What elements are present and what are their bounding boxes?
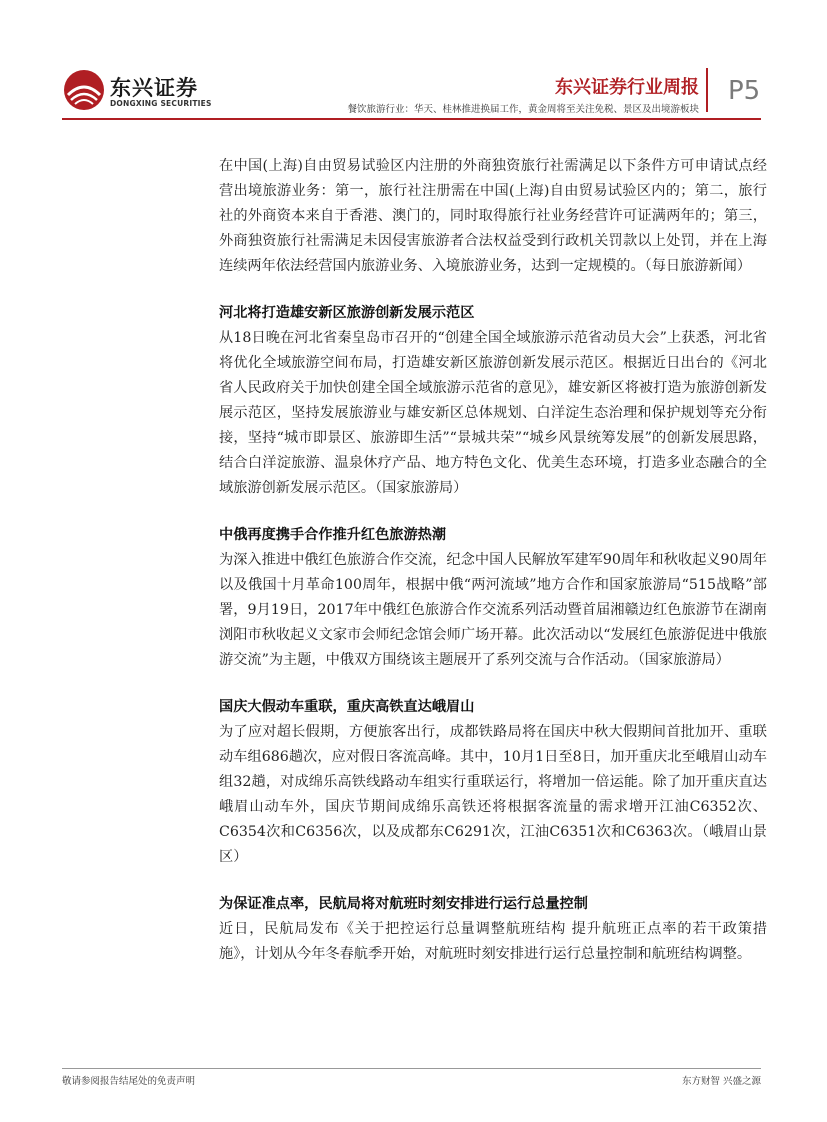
dongxing-logo-icon <box>62 68 106 112</box>
news-section <box>219 892 767 967</box>
section-body: 为了应对超长假期，方便旅客出行，成都铁路局将在国庆中秋大假期间首批加开、重联动车组686趟次，应对假日客流高峰。其中，10月1日至8日，加开重庆北至峨眉山动车组32趟，对成绵乐高铁线路动车组实行重联运行，将增加一倍运能。除了加开重庆直达峨眉山动车外，国庆节期间成绵乐高铁还将根据客流量的需求增开江油C6352次、C6354次和C6356次，以及成都东C6291次，江油C6351次和C6363次。（峨眉山景区） <box>219 724 767 865</box>
section-heading: 为保证准点率，民航局将对航班时刻安排进行运行总量控制 <box>219 896 588 912</box>
section-heading: 河北将打造雄安新区旅游创新发展示范区 <box>219 305 475 321</box>
section-heading: 国庆大假动车重联，重庆高铁直达峨眉山 <box>219 699 475 715</box>
section-body: 近日，民航局发布《关于把控运行总量调整航班结构 提升航班正点率的若干政策措施》，计划从今年冬春航季开始，对航班时刻安排进行运行总量控制和航班结构调整。 <box>219 921 767 962</box>
footer-rule <box>62 1068 761 1069</box>
report-subtitle: 餐饮旅游行业：华天、桂林推进换届工作，黄金周将至关注免税、景区及出境游板块 <box>347 104 699 115</box>
header-divider <box>706 68 708 112</box>
news-section <box>219 523 767 673</box>
header-rule <box>62 118 761 120</box>
news-section <box>219 301 767 501</box>
news-section <box>219 695 767 870</box>
section-heading: 中俄再度携手合作推升红色旅游热潮 <box>219 527 447 543</box>
logo-english-name: DONGXING SECURITIES <box>110 99 212 108</box>
footer-slogan: 东方财智 兴盛之源 <box>681 1076 761 1087</box>
report-title: 东兴证券行业周报 <box>555 77 699 98</box>
footer-disclaimer: 敬请参阅报告结尾处的免责声明 <box>62 1076 196 1087</box>
page-header <box>0 0 827 125</box>
main-content <box>219 150 767 967</box>
section-body: 从18日晚在河北省秦皇岛市召开的“创建全国全域旅游示范省动员大会”上获悉，河北省将优化全域旅游空间布局，打造雄安新区旅游创新发展示范区。根据近日出台的《河北省人民政府关于加快创建全国全域旅游示范省的意见》，雄安新区将被打造为旅游创新发展示范区，坚持发展旅游业与雄安新区总体规划、白洋淀生态治理和保护规划等充分衔接，坚持“城市即景区、旅游即生活”“景城共荣”“城乡风景统筹发展”的创新发展思路，结合白洋淀旅游、温泉休疗产品、地方特色文化、优美生态环境，打造多业态融合的全域旅游创新发展示范区。（国家旅游局） <box>219 330 767 496</box>
logo-chinese-name: 东兴证券 <box>110 76 198 100</box>
section-body: 为深入推进中俄红色旅游合作交流，纪念中国人民解放军建军90周年和秋收起义90周年以及俄国十月革命100周年，根据中俄“两河流域”地方合作和国家旅游局“515战略”部署，9月19日，2017年中俄红色旅游合作交流系列活动暨首届湘赣边红色旅游节在湖南浏阳市秋收起义文家市会师纪念馆会师广场开幕。此次活动以“发展红色旅游促进中俄旅游交流”为主题，中俄双方围绕该主题展开了系列交流与合作活动。（国家旅游局） <box>219 552 767 668</box>
page-number: P5 <box>728 76 761 106</box>
intro-paragraph: 在中国(上海)自由贸易试验区内注册的外商独资旅行社需满足以下条件方可申请试点经营出境旅游业务：第一，旅行社注册需在中国(上海)自由贸易试验区内的；第二，旅行社的外商资本来自于香港、澳门的，同时取得旅行社业务经营许可证满两年的；第三，外商独资旅行社需满足未因侵害旅游者合法权益受到行政机关罚款以上处罚，并在上海连续两年依法经营国内旅游业务、入境旅游业务，达到一定规模的。（每日旅游新闻） <box>219 158 767 274</box>
company-logo <box>62 68 212 118</box>
